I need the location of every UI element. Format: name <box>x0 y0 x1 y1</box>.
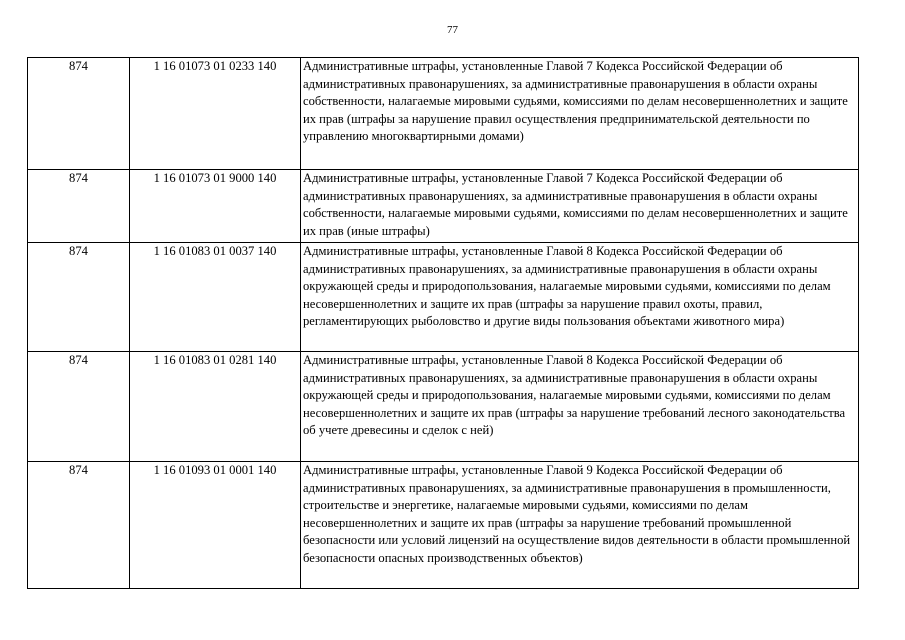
admin-code-cell: 874 <box>28 243 130 352</box>
description-cell: Административные штрафы, установленные Главой 7 Кодекса Российской Федерации об административных правонарушениях, за административные правонарушения в области охраны собственности, налагаемые мировыми судьями, комиссиями по делам несовершеннолетних и защите их прав (иные штрафы) <box>301 170 859 243</box>
table-row <box>28 243 859 352</box>
page-number: 77 <box>447 24 458 36</box>
budget-code-cell: 1 16 01093 01 0001 140 <box>130 462 301 589</box>
table-row <box>28 170 859 243</box>
admin-code-cell: 874 <box>28 58 130 170</box>
description-cell: Административные штрафы, установленные Главой 9 Кодекса Российской Федерации об административных правонарушениях, за административные правонарушения в промышленности, строительстве и энергетике, налагаемые мировыми судьями, комиссиями по делам несовершеннолетних и защите их прав (штрафы за нарушение требований промышленной безопасности или условий лицензий на осуществление видов деятельности в области промышленной безопасности опасных производственных объектов) <box>301 462 859 589</box>
table-row <box>28 352 859 462</box>
budget-code-cell: 1 16 01073 01 9000 140 <box>130 170 301 243</box>
budget-codes-table <box>27 57 859 589</box>
budget-code-cell: 1 16 01083 01 0281 140 <box>130 352 301 462</box>
table-row <box>28 462 859 589</box>
budget-code-cell: 1 16 01073 01 0233 140 <box>130 58 301 170</box>
budget-code-cell: 1 16 01083 01 0037 140 <box>130 243 301 352</box>
description-cell: Административные штрафы, установленные Главой 8 Кодекса Российской Федерации об административных правонарушениях, за административные правонарушения в области охраны окружающей среды и природопользования, налагаемые мировыми судьями, комиссиями по делам несовершеннолетних и защите их прав (штрафы за нарушение требований лесного законодательства об учете древесины и сделок с ней) <box>301 352 859 462</box>
admin-code-cell: 874 <box>28 352 130 462</box>
admin-code-cell: 874 <box>28 170 130 243</box>
description-cell: Административные штрафы, установленные Главой 7 Кодекса Российской Федерации об административных правонарушениях, за административные правонарушения в области охраны собственности, налагаемые мировыми судьями, комиссиями по делам несовершеннолетних и защите их прав (штрафы за нарушение правил осуществления предпринимательской деятельности по управлению многоквартирными домами) <box>301 58 859 170</box>
admin-code-cell: 874 <box>28 462 130 589</box>
description-cell: Административные штрафы, установленные Главой 8 Кодекса Российской Федерации об административных правонарушениях, за административные правонарушения в области охраны окружающей среды и природопользования, налагаемые мировыми судьями, комиссиями по делам несовершеннолетних и защите их прав (штрафы за нарушение правил охоты, правил, регламентирующих рыболовство и другие виды пользования объектами животного мира) <box>301 243 859 352</box>
table-row <box>28 58 859 170</box>
